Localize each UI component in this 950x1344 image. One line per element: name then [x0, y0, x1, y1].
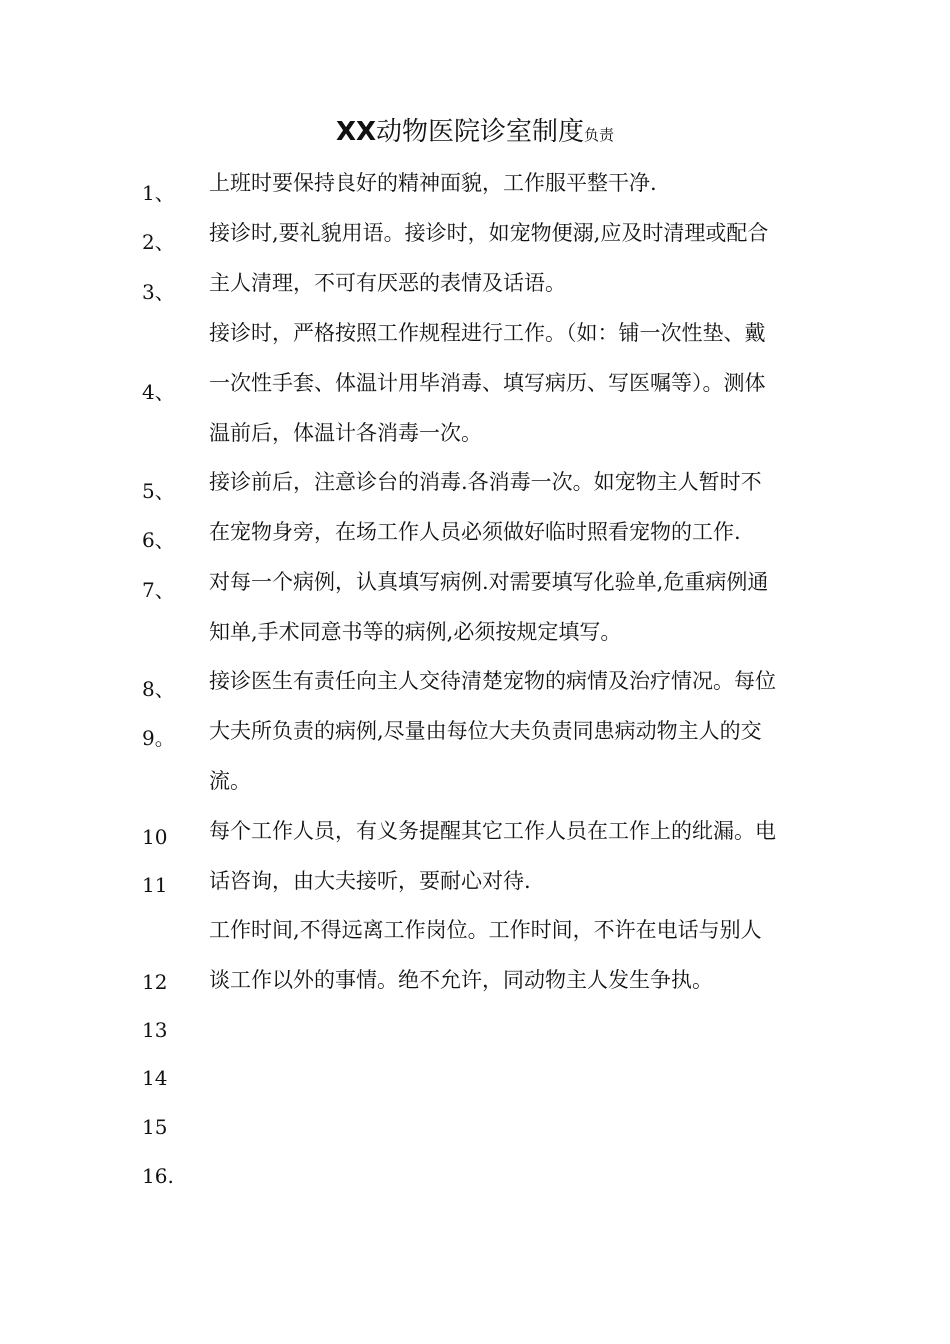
item-number: 9。: [142, 726, 175, 750]
title-main: 动物医院诊室制度: [376, 117, 585, 147]
item-number: 14: [142, 1066, 168, 1090]
item-number: 1、: [142, 181, 175, 205]
title-suffix: 负责: [584, 126, 615, 144]
item-number: 3、: [142, 280, 175, 304]
title-prefix: XX: [335, 117, 377, 147]
text-line: 接诊医生有责任向主人交待清楚宠物的病情及治疗情况。每位: [209, 669, 776, 693]
item-number: 13: [142, 1018, 168, 1042]
item-number: 10: [142, 825, 168, 849]
text-line: 接诊前后，注意诊台的消毒.各消毒一次。如宠物主人暂时不: [209, 470, 762, 494]
text-line: 流。: [209, 769, 251, 793]
item-number: 7、: [142, 578, 175, 602]
text-line: 话咨询，由大夫接听，要耐心对待.: [209, 869, 531, 893]
text-line: 主人清理，不可有厌恶的表情及话语。: [209, 271, 566, 295]
text-line: 一次性手套、体温计用毕消毒、填写病历、写医嘱等）。测体: [209, 371, 766, 395]
text-line: 在宠物身旁，在场工作人员必须做好临时照看宠物的工作.: [209, 520, 741, 544]
text-line: 对每一个病例，认真填写病例.对需要填写化验单,危重病例通: [209, 570, 769, 594]
item-number: 11: [142, 873, 168, 897]
document-title: [0, 112, 950, 155]
text-line: 工作时间,不得远离工作岗位。工作时间，不许在电话与别人: [209, 918, 762, 942]
item-number: 8、: [142, 677, 175, 701]
text-line: 上班时要保持良好的精神面貌，工作服平整干净.: [209, 171, 657, 195]
item-number: 15: [142, 1115, 168, 1139]
text-line: 温前后，体温计各消毒一次。: [209, 421, 482, 445]
text-line: 接诊时，严格按照工作规程进行工作。（如：铺一次性垫、戴: [209, 321, 766, 345]
item-number: 6、: [142, 528, 175, 552]
text-line: 谈工作以外的事情。绝不允许，同动物主人发生争执。: [209, 968, 713, 992]
text-line: 知单,手术同意书等的病例,必须按规定填写。: [209, 620, 622, 644]
item-number: 12: [142, 970, 168, 994]
item-number: 5、: [142, 479, 175, 503]
text-line: 每个工作人员，有义务提醒其它工作人员在工作上的纰漏。电: [209, 819, 776, 843]
item-number: 16.: [142, 1164, 174, 1188]
text-line: 接诊时,要礼貌用语。接诊时，如宠物便溺,应及时清理或配合: [209, 221, 769, 245]
item-number: 4、: [142, 380, 175, 404]
item-number: 2、: [142, 230, 175, 254]
text-line: 大夫所负责的病例,尽量由每位大夫负责同患病动物主人的交: [209, 719, 762, 743]
